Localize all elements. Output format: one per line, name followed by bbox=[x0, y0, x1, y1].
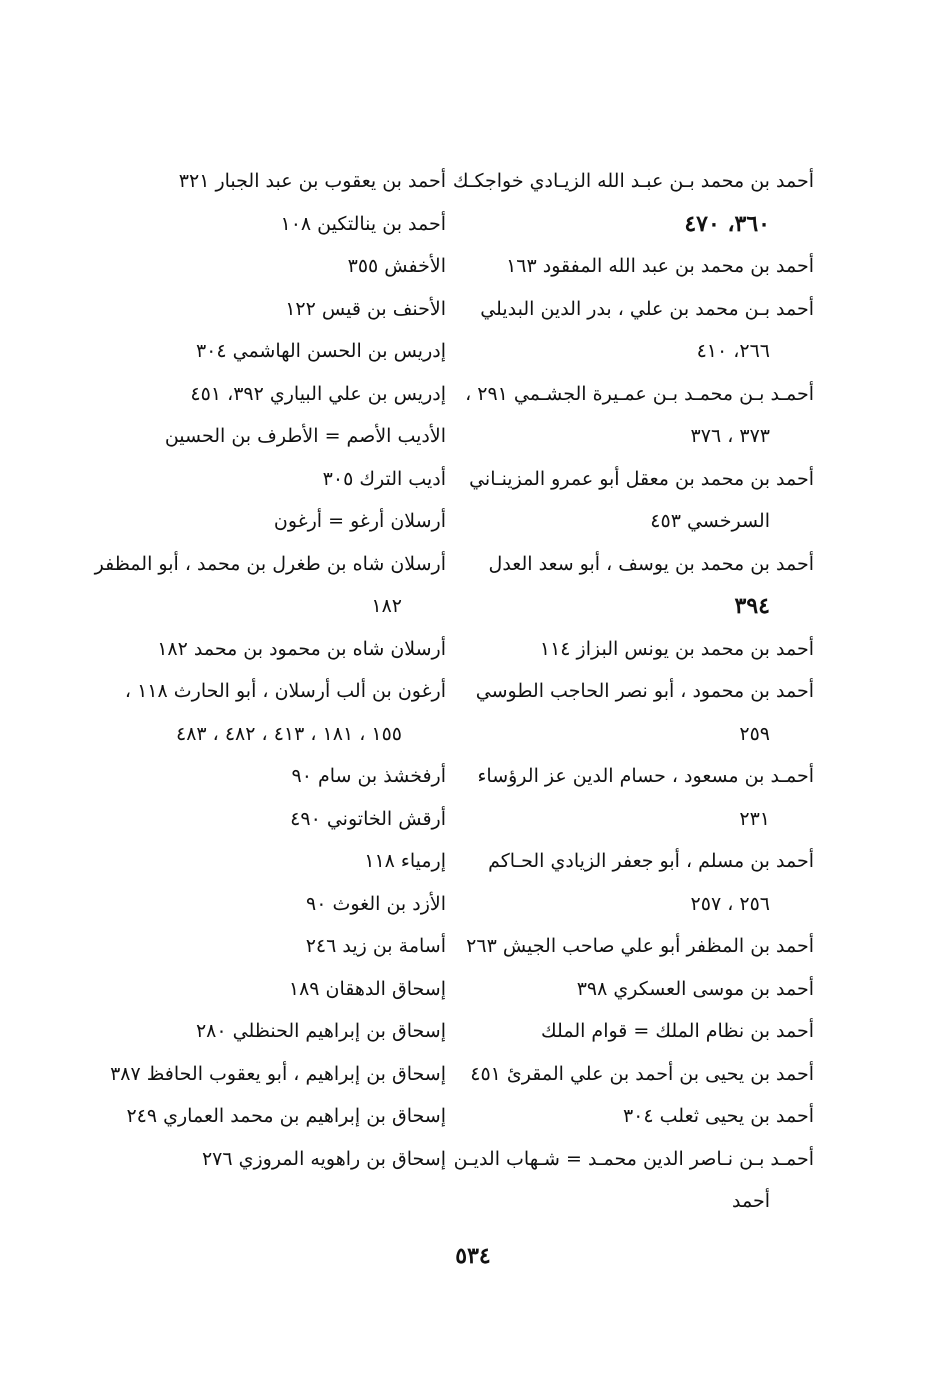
index-entry: أرفخشذ بن سام ٩٠ bbox=[291, 765, 446, 787]
index-entry: الأزد بن الغوث ٩٠ bbox=[306, 892, 446, 915]
index-entry: إسحاق بن إبراهيم ، أبو يعقوب الحافظ ٣٨٧ bbox=[110, 1062, 446, 1085]
index-entry: إدريس بن علي البياري ٣٩٢، ٤٥١ bbox=[190, 382, 446, 405]
index-entry: أحمد بن موسى العسكري ٣٩٨ bbox=[576, 977, 814, 1000]
index-entry: أحمد بن ينالتكين ١٠٨ bbox=[280, 212, 446, 235]
index-entry: أحمد بن محمد بن معقل أبو عمرو المزينـاني bbox=[469, 467, 814, 490]
index-entry: أرسلان أرغو = أرغون bbox=[273, 510, 446, 532]
index-entry: إسحاق بن إبراهيم بن محمد العماري ٢٤٩ bbox=[126, 1105, 446, 1127]
index-entry: أرسلان شاه بن محمود بن محمد ١٨٢ bbox=[157, 637, 446, 660]
index-entry: إدريس بن الحسن الهاشمي ٣٠٤ bbox=[195, 340, 446, 362]
index-entry: إرمياء ١١٨ bbox=[364, 850, 446, 872]
index-entry: أحمد بن محمد بن يونس البزاز ١١٤ bbox=[539, 637, 814, 660]
index-entry: أسامة بن زيد ٢٤٦ bbox=[305, 935, 446, 957]
index-entry: أحمـد بـن محمـد بـن عمـيرة الجشـمي ٢٩١ ، bbox=[465, 382, 814, 405]
index-entry: إسحاق بن راهويه المروزي ٢٧٦ bbox=[201, 1147, 446, 1170]
index-entry: أرسلان شاه بن طغرل بن محمد ، أبو المظفر bbox=[94, 552, 446, 575]
index-entry: الأحنف بن قيس ١٢٢ bbox=[285, 297, 446, 320]
index-column-left bbox=[96, 160, 446, 1180]
index-entry-continuation: ٣٩٤ bbox=[734, 593, 770, 619]
index-entry-continuation: ٢٦٦، ٤١٠ bbox=[696, 340, 770, 362]
index-entry-continuation: السرخسي ٤٥٣ bbox=[650, 510, 770, 532]
index-entry: أحمد بن مسلم ، أبو جعفر الزيادي الحـاكم bbox=[488, 850, 814, 872]
index-entry: أحمـد بـن نـاصر الدين محمـد = شـهاب الديـن bbox=[453, 1147, 814, 1170]
index-entry: إسحاق بن إبراهيم الحنظلي ٢٨٠ bbox=[195, 1020, 446, 1042]
index-entry: أحمد بن محمد بن عبد الله المفقود ١٦٣ bbox=[506, 255, 814, 277]
index-entry-continuation: ٣٧٣ ، ٣٧٦ bbox=[690, 425, 770, 447]
index-column-right bbox=[452, 160, 814, 1223]
index-entry: أحمد بن يحيى ثعلب ٣٠٤ bbox=[622, 1105, 814, 1127]
index-entry: أديب الترك ٣٠٥ bbox=[322, 467, 446, 490]
index-entry: أرقش الخاتوني ٤٩٠ bbox=[290, 807, 446, 830]
index-entry: أحمد بن محمود ، أبو نصر الحاجب الطوسي bbox=[475, 680, 814, 702]
index-entry: أحمد بـن محمد بن علي ، بدر الدين البديلي bbox=[480, 297, 814, 320]
index-entry: أرغون بن ألب أرسلان ، أبو الحارث ١١٨ ، bbox=[124, 680, 446, 702]
page-number: ٥٣٤ bbox=[455, 1243, 491, 1269]
index-entry-continuation: ٢٥٦ ، ٢٥٧ bbox=[690, 892, 770, 915]
index-entry: أحمد بن نظام الملك = قوام الملك bbox=[541, 1020, 814, 1042]
index-entry: الأديب الأصم = الأطرف بن الحسين bbox=[164, 425, 446, 447]
index-entry: أحمد بن محمد بـن عبـد الله الزيـادي خواجكـك bbox=[452, 170, 814, 192]
index-entry-continuation: ٣٦٠، ٤٧٠ bbox=[684, 210, 770, 237]
index-entry-continuation: أحمد bbox=[732, 1190, 770, 1212]
index-entry-continuation: ٢٥٩ bbox=[739, 722, 770, 745]
index-entry: إسحاق الدهقان ١٨٩ bbox=[288, 977, 446, 1000]
index-entry: أحمـد بن مسعود ، حسام الدين عز الرؤساء bbox=[477, 765, 814, 787]
index-entry-continuation: ١٥٥ ، ١٨١ ، ٤١٣ ، ٤٨٢ ، ٤٨٣ bbox=[176, 722, 402, 745]
index-entry: الأخفش ٣٥٥ bbox=[347, 255, 446, 277]
index-entry: أحمد بن محمد بن يوسف ، أبو سعد العدل bbox=[488, 552, 814, 575]
index-entry: أحمد بن المظفر أبو علي صاحب الجيش ٢٦٣ bbox=[466, 935, 814, 957]
index-entry-continuation: ١٨٢ bbox=[371, 595, 402, 617]
index-entry: أحمد بن يعقوب بن عبد الجبار ٣٢١ bbox=[178, 170, 446, 192]
index-entry: أحمد بن يحيى بن أحمد بن علي المقرئ ٤٥١ bbox=[470, 1062, 814, 1085]
index-entry-continuation: ٢٣١ bbox=[739, 807, 770, 830]
